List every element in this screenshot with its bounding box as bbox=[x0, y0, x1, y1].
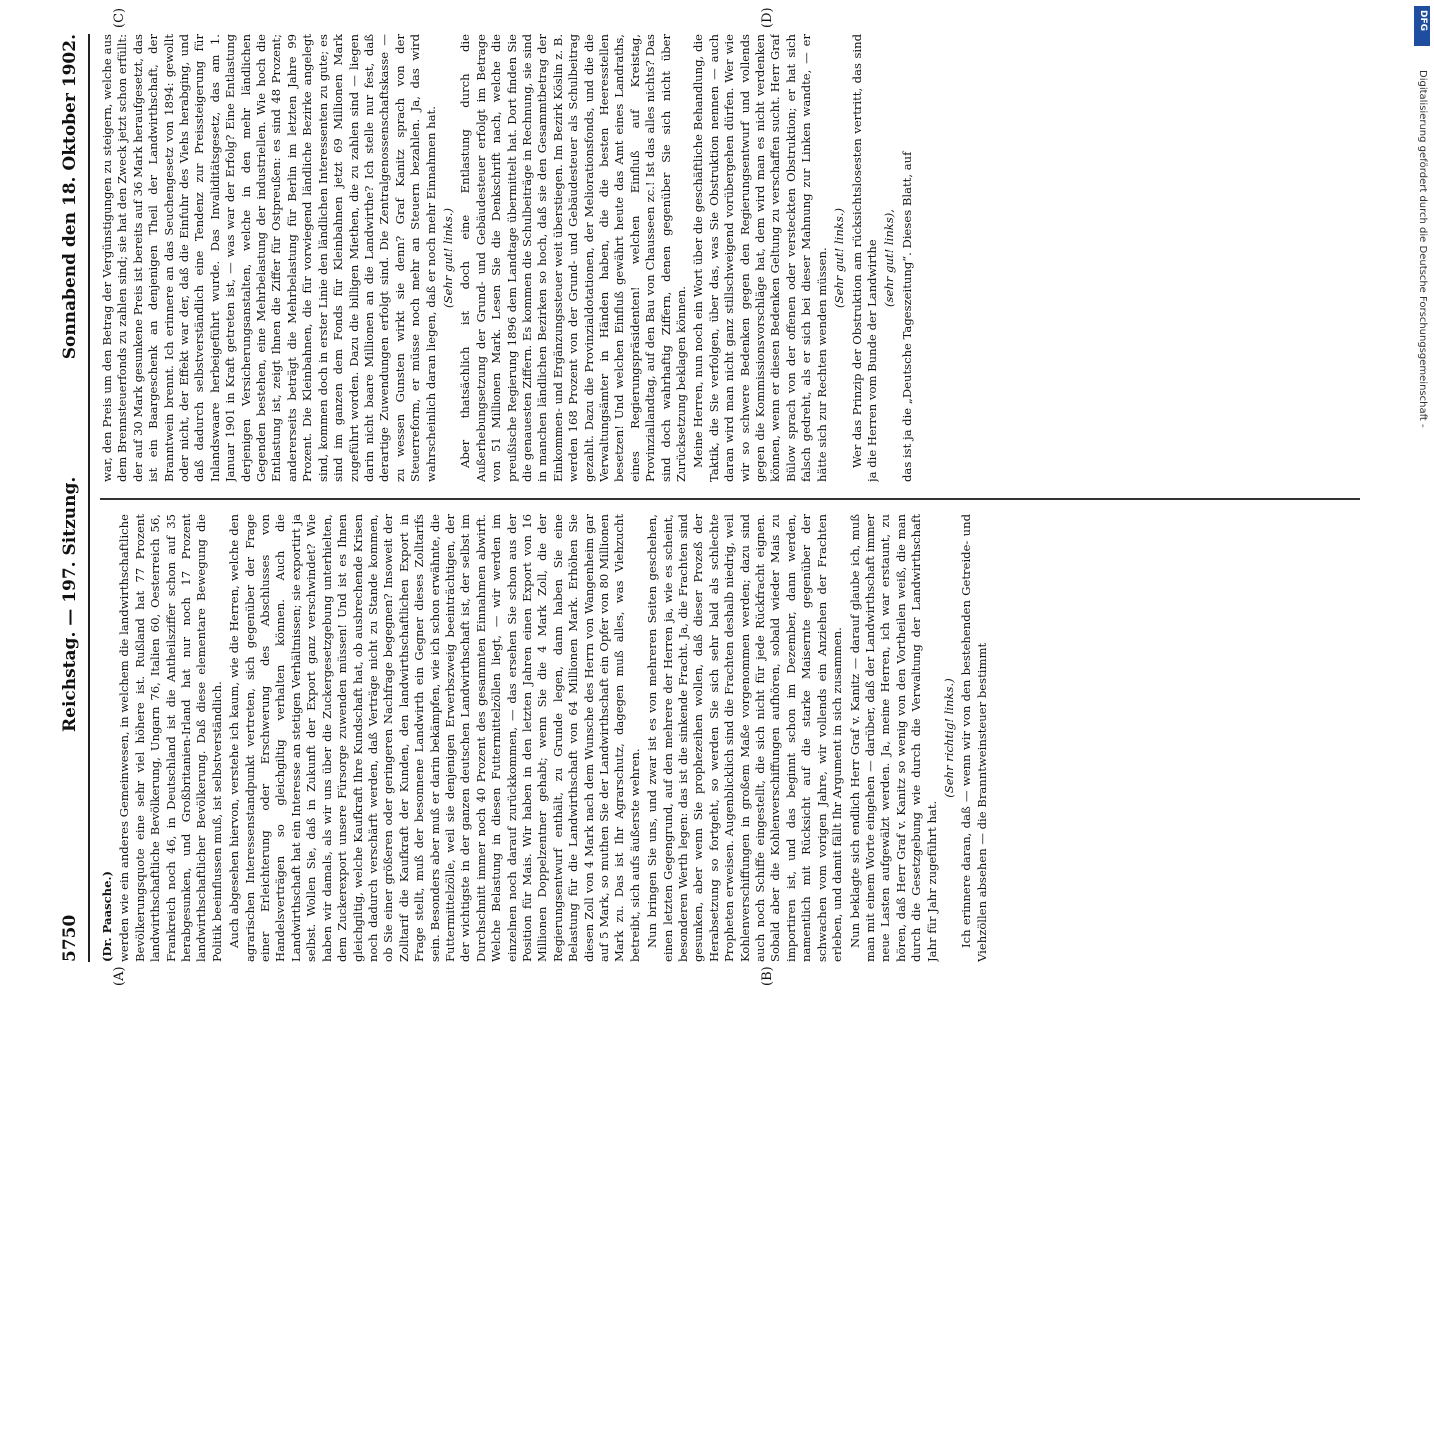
page-date: Sonnabend den 18. Oktober 1902. bbox=[60, 34, 80, 360]
paragraph: Wer das Prinzip der Obstruktion am rücksichtslosesten vertritt, das sind ja die Herren vom Bunde der Landwirthe bbox=[849, 34, 879, 482]
paragraph: war, den Preis um den Betrag der Vergünstigungen zu steigern, welche aus dem Brennsteuerfonds zu zahlen sind; sie hat den Zweck jetzt schon erfüllt: der auf 30 Mark gesunkene Preis ist bereits auf 36 Mark heraufgesetzt, das ist ein Baargeschenk an denjenigen Theil der Landwirthschaft, der Branntwein brennt. Ich erinnere an das Seuchengesetz von 1894: gewollt oder nicht, der Effekt war der, daß die Einfuhr des Viehs herabging, und daß dadurch selbstverständlich eine Tendenz zur Preissteigerung für Inlandswaare herbeigeführt wurde. Das Invaliditätsgesetz, das am 1. Januar 1901 in Kraft getreten ist, — was war der Erfolg? Eine Entlastung derjenigen Versicherungsanstalten, welche in den mehr ländlichen Gegenden bestehen, eine Mehrbelastung der industriellen. Wie hoch die Entlastung ist, zeigt Ihnen die Ziffer für Ostpreußen: es sind 48 Prozent; andererseits beträgt die Mehrbelastung für Berlin im letzten Jahre 99 Prozent. Die Kleinbahnen, die für vorwiegend ländliche Bezirke angelegt sind, kommen doch in erster Linie den ländlichen Interessenten zu gute; es sind im ganzen dem Fonds für Kleinbahnen jetzt 69 Millionen Mark zugeführt worden. Dazu die billigen Miethen, die zu zahlen sind — liegen darin nicht baare Millionen an die Landwirthe? Ich stelle nur fest, daß derartige Zuwendungen erfolgt sind. Die Zentralgenossenschaftskasse — zu wessen Gunsten wirkt sie denn? Graf Kanitz sprach von der Steuerreform, er müsse noch mehr an Steuern bezahlen. Ja, das wird wahrscheinlich daran liegen, daß er noch mehr Einnahmen hat. bbox=[100, 34, 438, 482]
marker-b: (B) bbox=[760, 966, 775, 986]
paragraph: Nun beklagte sich endlich Herr Graf v. Kanitz — darauf glaube ich, muß man mit einem Worte eingehen — darüber, daß der Landwirthschaft immer neue Lasten aufgewälzt werden. Ja, meine Herren, ich war erstaunt, zu hören, daß Herr Graf v. Kanitz so wenig von den Vortheilen weiß, die man durch die Gesetzgebung wie durch die Verwaltung der Landwirthschaft Jahr für Jahr zugeführt hat. bbox=[847, 514, 939, 962]
marker-a: (A) bbox=[112, 966, 127, 986]
page-title: Reichstag. — 197. Sitzung. bbox=[60, 476, 80, 732]
dfg-logo-text: DFG bbox=[1418, 10, 1428, 32]
paragraph: das ist ja die „Deutsche Tageszeitung“. Dieses Blatt, auf bbox=[899, 151, 914, 482]
marker-c: (C) bbox=[112, 7, 127, 28]
paragraph: werden wie ein anderes Gemeinwesen, in welchem die landwirthschaftliche Bevölkerungsquote eine sehr viel höhere ist. Rußland hat 77 Prozent landwirthschaftliche Bevölkerung, Ungarn 76, Italien 60, Oesterreich 56, Frankreich noch 46, in Deutschland ist die Antheilsziffer schon auf 35 herabgesunken, und Großbritanien-Irland hat nur noch 17 Prozent landwirthschaftlicher Bevölkerung. Daß diese elementare Bewegung die Politik beeinflussen muß, ist selbstverständlich. bbox=[117, 514, 224, 962]
paragraph: Ich erinnere daran, daß — wenn wir von den bestehenden Getreide- und Viehzöllen absehen — die Branntweinsteuer bestimmt bbox=[959, 514, 989, 962]
column-divider bbox=[100, 498, 1360, 500]
credit-text: Digitalisierung gefördert durch die Deutsche Forschungsgemeinschaft - bbox=[1417, 70, 1428, 428]
interjection: (Sehr richtig! links.) bbox=[941, 678, 956, 798]
header-divider bbox=[88, 34, 90, 962]
interjection: (Sehr gut! links.) bbox=[832, 208, 847, 308]
paragraph: Meine Herren, nun noch ein Wort über die geschäftliche Behandlung, die Taktik, die Sie verfolgen, über das, was Sie Obstruktion nennen — auch daran wird man nicht ganz stillschweigend vorübergehen dürfen. Wer wie wir so schwere Bedenken gegen den Regierungsentwurf und vollends gegen die Kommissionsvorschläge hat, dem wird man es nicht verdenken können, wenn er diesen Bedenken Geltung zu verschaffen sucht. Herr Graf Bülow sprach von der offenen oder versteckten Obstruktion; er hat sich falsch gedreht, als er sich bei dieser Mahnung zur Linken wandte, — er hätte sich zur Rechten wenden müssen. bbox=[691, 34, 829, 482]
paragraph: Nun bringen Sie uns, und zwar ist es von mehreren Seiten geschehen, einen letzten Gegengrund, auf den mehrere der Herren ja, wie es scheint, besonderen Werth legen: das ist die sinkende Fracht. Ja, die Frachten sind gesunken, aber wenn Sie prophezeihen wollen, daß dieser Prozeß der Herabsetzung so fortgeht, so werden Sie sich sehr bald als schlechte Propheten erweisen. Augenblicklich sind die Frachten deshalb niedrig, weil Kohlenverschiffungen in großem Maße vorgenommen werden; dazu sind auch noch Schiffe eingestellt, die sich nicht für jede Rückfracht eignen. Sobald aber die Kohlenverschiffungen aufhören, sobald wieder Mais zu importiren ist, und das beginnt schon im Dezember, dann werden, namentlich mit Rücksicht auf die starke Maisernte gegenüber der schwachen vom vorigen Jahre, wir vollends ein Anziehen der Frachten erleben, und damit fällt Ihr Argument in sich zusammen. bbox=[645, 514, 845, 962]
right-column bbox=[100, 34, 1380, 482]
left-column bbox=[100, 514, 1380, 962]
digitization-credit bbox=[1414, 10, 1428, 990]
page-number: 5750 bbox=[60, 914, 80, 962]
page-header bbox=[60, 34, 90, 962]
interjection: (sehr gut! links), bbox=[882, 209, 897, 307]
paragraph: Auch abgesehen hiervon, verstehe ich kaum, wie die Herren, welche den agrarischen Interessenstandpunkt vertreten, sich gegenüber der Frage einer Erleichterung oder Erschwerung des Abschlusses von Handelsverträgen so gleichgiltig verhalten können. Auch die Landwirthschaft hat ein Interesse an stetigen Verhältnissen; sie exportirt ja selbst. Wollen Sie, daß in Zukunft der Export ganz verschwindet? Wie haben wir damals, als wir uns über die Zuckergesetzgebung unterhielten, dem Zuckerexport unsere Fürsorge zuwenden müssen! Und ist es Ihnen gleichgiltig, welche Kaufkraft Ihre Kundschaft hat, ob ausbrechende Krisen noch dadurch verschärft werden, daß Verträge nicht zu Stande kommen, ob Sie einer größeren oder geringeren Nachfrage begegnen? Insoweit der Zolltarif die Kaufkraft der Kunden, den landwirthschaftlichen Export in Frage stellt, muß der besonnene Landwirth ein Gegner dieses Zolltarifs sein. Besonders aber muß er darin bekämpfen, wie ich schon erwähnte, die Futtermittelzölle, weil sie denjenigen Erwerbszweig beeinträchtigen, der der wichtigste in der ganzen deutschen Landwirthschaft ist, der selbst im Durchschnitt immer noch 40 Prozent des gesammten Einnahmen abwirft. Welche Belastung in diesen Futtermittelzöllen liegt, — wir werden im einzelnen noch darauf zurückkommen, — das ersehen Sie schon aus der Position für Mais. Wir haben in den letzten Jahren einen Export von 16 Millionen Doppelzentner gehabt; wenn Sie die 4 Mark Zoll, die der Regierungsentwurf enthält, zu Grunde legen, dann haben Sie eine Belastung für die Landwirthschaft von 64 Millionen Mark. Erhöhen Sie diesen Zoll von 4 Mark nach dem Wunsche des Herrn von Wangenheim gar auf 5 Mark, so muthen Sie der Landwirthschaft ein Opfer von 80 Millionen Mark zu. Das ist Ihr Agrarschutz, dagegen muß alles, was Viehzucht betreibt, sich aufs äußerste wehren. bbox=[227, 514, 642, 962]
speaker-name: (Dr. Paasche.) bbox=[100, 871, 114, 962]
interjection: (Sehr gut! links.) bbox=[440, 208, 455, 308]
marker-d: (D) bbox=[760, 7, 775, 28]
paragraph: Aber thatsächlich ist doch eine Entlastung durch die Außerhebungsetzung der Grund- und Gebäudesteuer erfolgt im Betrage von 51 Millionen Mark. Lesen Sie die Denkschrift nach, welche die preußische Regierung 1896 dem Landtage übermittelt hat. Dort finden Sie die genauesten Ziffern. Es kommen die Schulbeiträge in Rechnung, sie sind in manchen ländlichen Bezirken so hoch, daß sie den Gesammtbetrag der Einkommen- und Ergänzungssteuer weit überstiegen. Im Bezirk Köslin z. B. werden 168 Prozent von der Grund- und Gebäudesteuer als Schulbeitrag gezahlt. Dazu die Provinzialdotationen, der Meliorationsfonds, und die die Verwaltungsämter in Händen haben, die die besten Heeresstellen besetzen! Und welchen Einfluß gewährt heute das Amt eines Landraths, eines Regierungspräsidenten! welchen Einfluß auf Kreistag, Provinziallandtag, auf den Bau von Chausseen zc.! Ist das alles nichts? Das sind doch wahrhaftig Ziffern, denen gegenüber Sie sich nicht über Zurücksetzung beklagen können. bbox=[458, 34, 689, 482]
dfg-logo bbox=[1414, 6, 1430, 46]
